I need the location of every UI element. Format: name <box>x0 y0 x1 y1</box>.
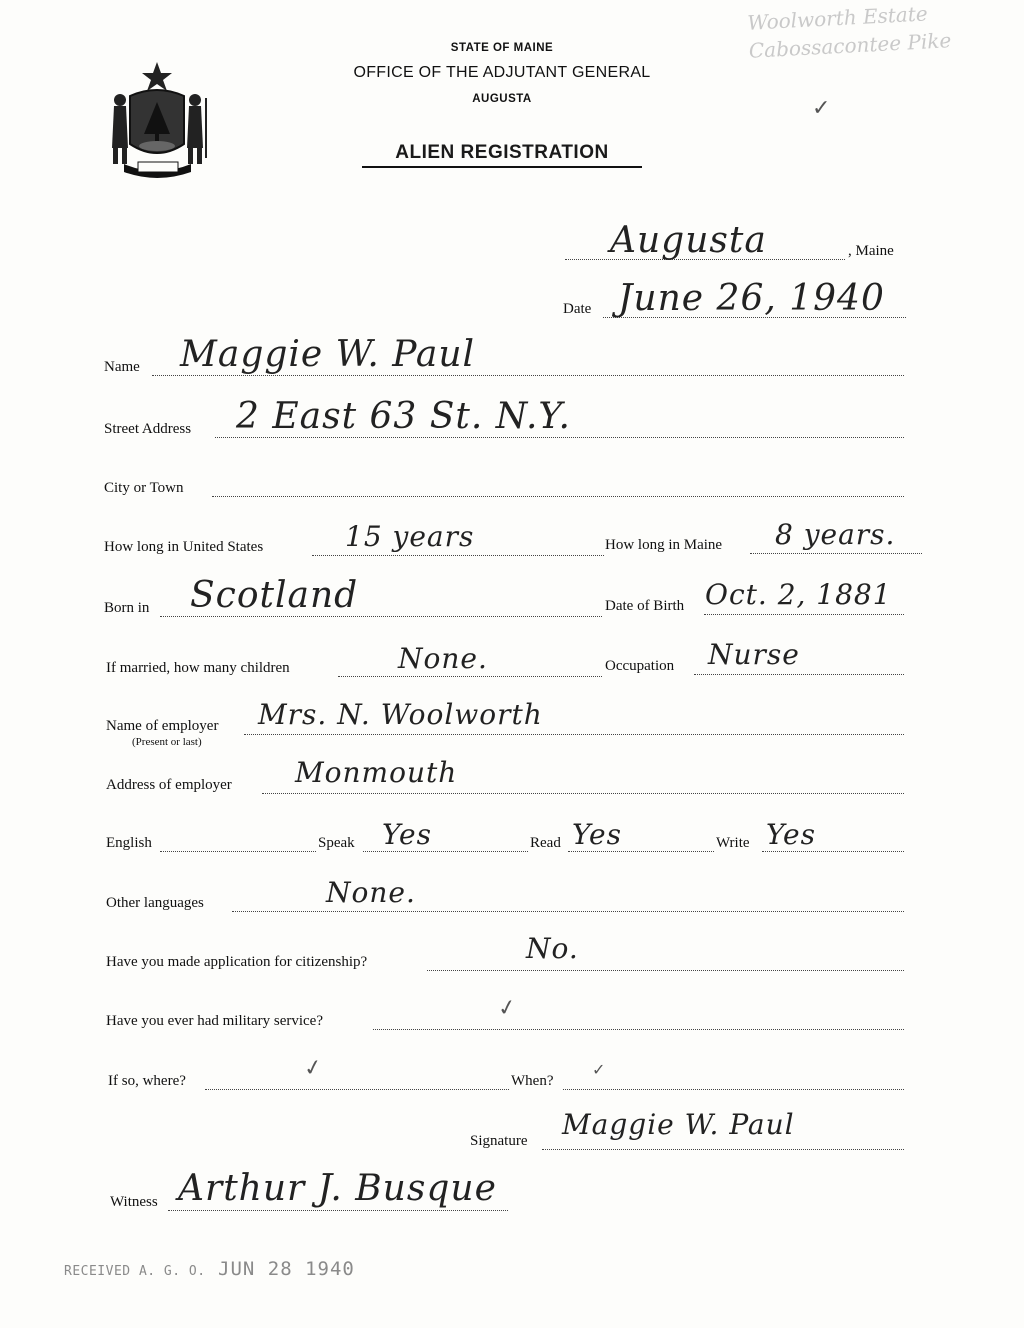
received-stamp-label: RECEIVED A. G. O. <box>64 1264 206 1279</box>
where-line <box>205 1089 509 1090</box>
how-long-maine-label: How long in Maine <box>605 537 723 553</box>
military-label: Have you ever had military service? <box>106 1013 323 1029</box>
where-label: If so, where? <box>108 1073 186 1089</box>
how-long-us-line <box>312 555 604 556</box>
children-label: If married, how many children <box>106 660 290 676</box>
header-city: AUGUSTA <box>472 93 532 105</box>
date-of-birth-entry: Oct. 2, 1881 <box>705 578 892 611</box>
occupation-entry: Nurse <box>708 638 800 671</box>
military-tick-icon: ✓ <box>495 994 519 1023</box>
name-label: Name <box>104 359 140 375</box>
write-entry: Yes <box>766 818 816 851</box>
occupation-line <box>694 674 904 675</box>
witness-line <box>168 1210 508 1211</box>
other-languages-entry: None. <box>326 876 416 909</box>
corner-notation <box>747 0 1010 65</box>
children-entry: None. <box>398 642 488 675</box>
street-address-label: Street Address <box>104 421 192 437</box>
name-entry: Maggie W. Paul <box>180 334 476 375</box>
signature-label: Signature <box>470 1133 528 1149</box>
read-line <box>568 851 714 852</box>
children-line <box>338 676 602 677</box>
present-or-last-label: (Present or last) <box>132 736 202 748</box>
header-office: OFFICE OF THE ADJUTANT GENERAL <box>353 64 651 81</box>
street-address-entry: 2 East 63 St. N.Y. <box>236 396 571 437</box>
write-label: Write <box>716 835 750 851</box>
born-in-entry: Scotland <box>190 575 359 616</box>
citizenship-label: Have you made application for citizenship? <box>106 954 368 970</box>
born-in-line <box>160 616 602 617</box>
citizenship-line <box>427 970 904 971</box>
speak-line <box>363 851 528 852</box>
speak-label: Speak <box>318 835 355 851</box>
corner-note-line2: Cabossacontee Pike <box>748 28 952 63</box>
employer-entry: Mrs. N. Woolworth <box>258 698 543 731</box>
received-stamp-date: JUN 28 1940 <box>218 1258 355 1280</box>
other-languages-line <box>232 911 904 912</box>
city-line <box>212 496 904 497</box>
check-mark-icon: ✓ <box>812 96 831 121</box>
military-line <box>373 1029 904 1030</box>
date-entry: June 26, 1940 <box>618 278 885 319</box>
corner-note-line1: Woolworth Estate <box>746 1 929 35</box>
employer-address-label: Address of employer <box>106 777 232 793</box>
when-label: When? <box>511 1073 554 1089</box>
citizenship-entry: No. <box>526 932 579 965</box>
other-languages-label: Other languages <box>106 895 204 911</box>
street-address-line <box>215 437 904 438</box>
when-line <box>563 1089 904 1090</box>
employer-address-entry: Monmouth <box>295 756 458 789</box>
place-entry: Augusta <box>610 220 767 261</box>
speak-entry: Yes <box>382 818 432 851</box>
city-label: City or Town <box>104 480 184 496</box>
date-label: Date <box>563 301 592 317</box>
name-line <box>152 375 904 376</box>
english-label: English <box>106 835 152 851</box>
employer-address-line <box>262 793 904 794</box>
maine-label: , Maine <box>848 243 894 259</box>
when-tick-icon: ✓ <box>592 1060 606 1079</box>
signature-entry: Maggie W. Paul <box>562 1108 795 1141</box>
read-entry: Yes <box>572 818 622 851</box>
date-of-birth-label: Date of Birth <box>605 598 685 614</box>
employer-line <box>244 734 904 735</box>
received-stamp <box>64 1258 355 1280</box>
how-long-us-entry: 15 years <box>345 520 475 553</box>
header-state: STATE OF MAINE <box>450 42 554 54</box>
employer-label: Name of employer <box>106 718 219 734</box>
occupation-label: Occupation <box>605 658 675 674</box>
english-line <box>160 851 316 852</box>
where-tick-icon: ✓ <box>301 1054 325 1083</box>
form-title: ALIEN REGISTRATION <box>362 142 642 168</box>
signature-line <box>542 1149 904 1150</box>
read-label: Read <box>530 835 561 851</box>
write-line <box>762 851 904 852</box>
how-long-maine-line <box>750 553 922 554</box>
how-long-us-label: How long in United States <box>104 539 264 555</box>
born-in-label: Born in <box>104 600 150 616</box>
how-long-maine-entry: 8 years. <box>775 518 896 551</box>
witness-label: Witness <box>110 1194 158 1210</box>
witness-entry: Arthur J. Busque <box>178 1168 497 1209</box>
date-of-birth-line <box>704 614 904 615</box>
